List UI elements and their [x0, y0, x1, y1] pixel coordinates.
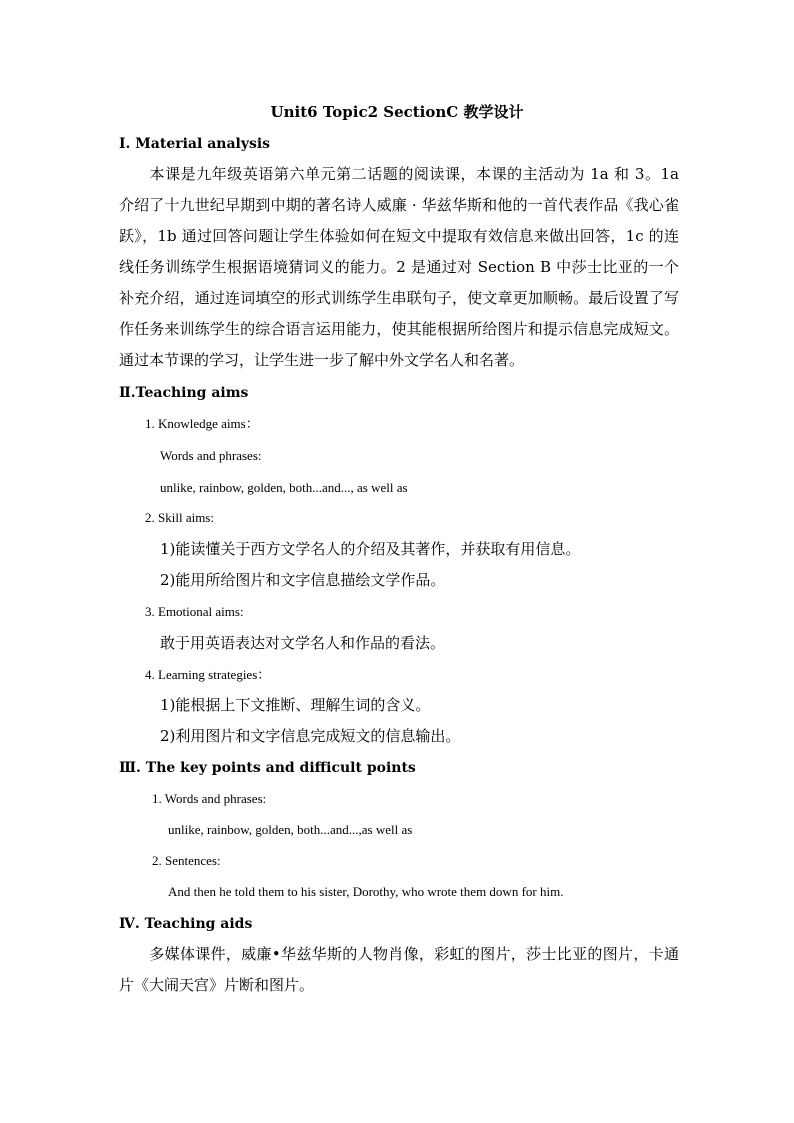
section-heading-material-analysis: Ⅰ. Material analysis — [119, 136, 271, 152]
teaching-aids-paragraph — [119, 939, 679, 1001]
key-words-label: 1. Words and phrases: — [152, 791, 267, 806]
material-analysis-paragraph — [119, 159, 679, 376]
material-analysis-text: 本课是九年级英语第六单元第二话题的阅读课，本课的主活动为 1a 和 3。1a 介绍了十九世纪早期到中期的著名诗人威廉 · 华兹华斯和他的一首代表作品《我心雀跃》，1b 通过回答问题让学生体验如何在短文中提取有效信息来做出回答，1c 的连线任务训练学生根据语境猜词义的能力。2 是通过对 Section B 中莎士比亚的一个补充介绍，通过连词填空的形式训练学生串联句子，使文章更加顺畅。最后设置了写作任务来训练学生的综合语言运用能力，使其能根据所给图片和提示信息完成短文。通过本节课的学习，让学生进一步了解中外文学名人和名著。 — [119, 165, 679, 369]
key-words-list: unlike, rainbow, golden, both...and...,as well as — [168, 822, 413, 837]
key-sentences-label: 2. Sentences: — [152, 853, 221, 868]
knowledge-aims-label: 1. Knowledge aims： — [145, 416, 259, 431]
skill-aims-label: 2. Skill aims: — [145, 510, 214, 525]
learning-strategy-1: 1)能根据上下文推断、理解生词的含义。 — [160, 696, 431, 714]
knowledge-words-list: unlike, rainbow, golden, both...and..., as well as — [160, 480, 408, 495]
skill-aim-1: 1)能读懂关于西方文学名人的介绍及其著作，并获取有用信息。 — [160, 540, 581, 558]
section-heading-teaching-aims: Ⅱ.Teaching aims — [119, 385, 249, 401]
key-sentence-1: And then he told them to his sister, Dorothy, who wrote them down for him. — [168, 884, 564, 899]
learning-strategies-label: 4. Learning strategies： — [145, 667, 271, 682]
emotional-aim-1: 敢于用英语表达对文学名人和作品的看法。 — [160, 634, 446, 652]
teaching-aids-text: 多媒体课件，威廉•华兹华斯的人物肖像，彩虹的图片，莎士比亚的图片，卡通片《大闹天宫》片断和图片。 — [119, 945, 679, 994]
learning-strategy-2: 2)利用图片和文字信息完成短文的信息输出。 — [160, 727, 461, 745]
skill-aim-2: 2)能用所给图片和文字信息描绘文学作品。 — [160, 571, 446, 589]
section-heading-key-points: Ⅲ. The key points and difficult points — [119, 760, 416, 776]
document-title: Unit6 Topic2 SectionC 教学设计 — [270, 103, 524, 121]
words-and-phrases-label: Words and phrases: — [160, 448, 262, 463]
emotional-aims-label: 3. Emotional aims: — [145, 604, 244, 619]
section-heading-teaching-aids: Ⅳ. Teaching aids — [119, 916, 253, 932]
